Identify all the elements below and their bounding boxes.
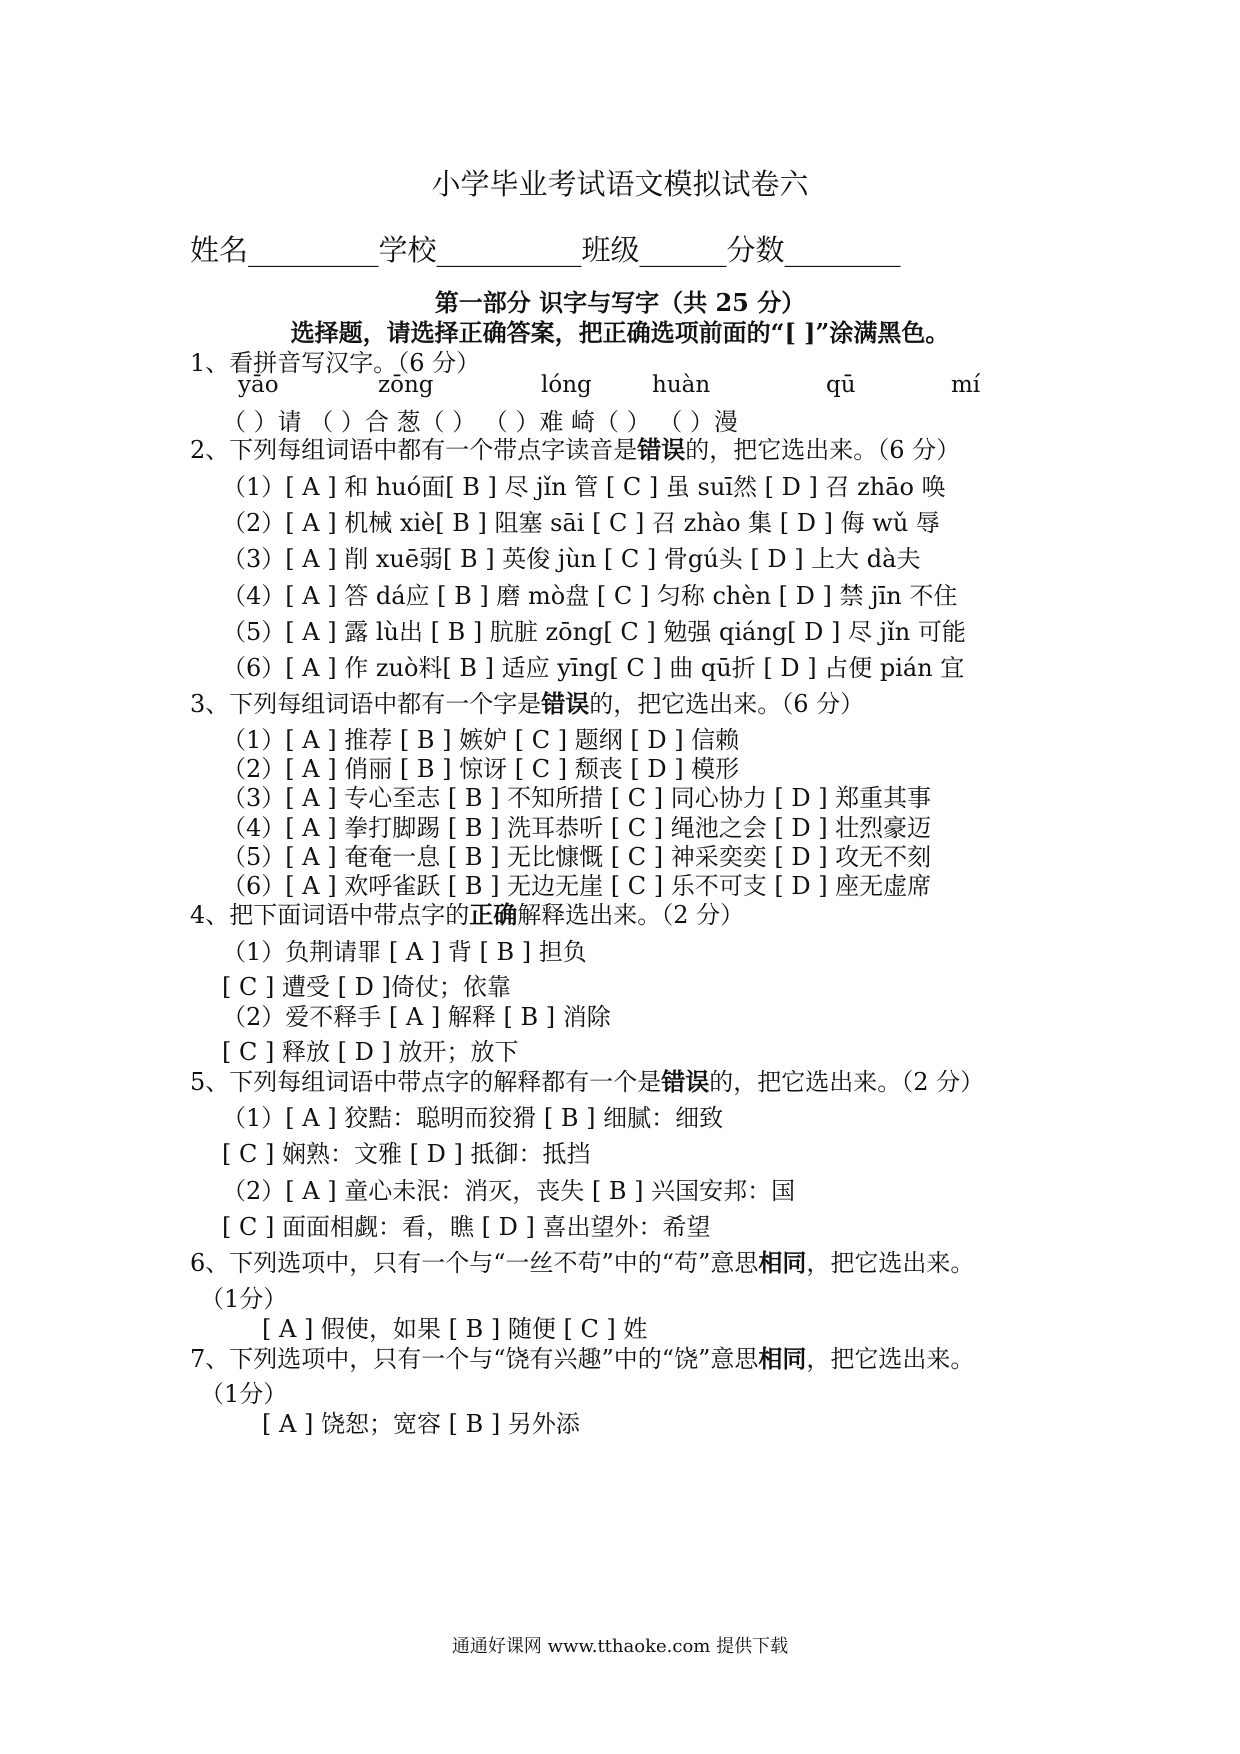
question-2-row: （2）[ A ] 机械 xiè[ B ] 阻塞 sāi [ C ] 召 zhào 集 [ D ] 侮 wǔ 辱 — [222, 509, 940, 537]
question-3-stem: 3、下列每组词语中都有一个字是错误的，把它选出来。（6 分） — [190, 689, 865, 718]
question-7-stem: 7、下列选项中，只有一个与“饶有兴趣”中的“饶”意思相同，把它选出来。 — [190, 1344, 975, 1373]
question-6-score: （1分） — [200, 1285, 288, 1313]
page-title: 小学毕业考试语文模拟试卷六 — [431, 167, 809, 201]
question-6-options: [ A ] 假使，如果 [ B ] 随便 [ C ] 姓 — [262, 1315, 648, 1343]
question-3-row: （2）[ A ] 俏丽 [ B ] 惊讶 [ C ] 颓丧 [ D ] 模形 — [222, 755, 740, 783]
question-5-row: （2）[ A ] 童心未泯：消灭，丧失 [ B ] 兴国安邦：国 — [222, 1177, 796, 1205]
question-7-score: （1分） — [200, 1380, 288, 1408]
question-5-row: [ C ] 面面相觑：看，瞧 [ D ] 喜出望外：希望 — [222, 1213, 711, 1241]
question-7-options: [ A ] 饶恕；宽容 [ B ] 另外添 — [262, 1410, 580, 1438]
question-3-row: （4）[ A ] 拳打脚踢 [ B ] 洗耳恭听 [ C ] 绳池之会 [ D ] 壮烈豪迈 — [222, 814, 932, 842]
question-1-stem: 1、看拼音写汉字。（6 分） — [190, 349, 481, 377]
pinyin-3: lóng — [541, 372, 592, 398]
pinyin-2: zōng — [378, 372, 434, 398]
question-6-stem: 6、下列选项中，只有一个与“一丝不苟”中的“苟”意思相同，把它选出来。 — [190, 1248, 975, 1277]
pinyin-6: mí — [951, 372, 981, 398]
pinyin-5: qū — [826, 372, 856, 398]
section-heading: 第一部分 识字与写字（共 25 分） — [434, 288, 806, 317]
question-4-stem: 4、把下面词语中带点字的正确解释选出来。（2 分） — [190, 900, 745, 929]
question-4-row: （1）负荆请罪 [ A ] 背 [ B ] 担负 — [222, 938, 587, 966]
question-4-row: [ C ] 遭受 [ D ]倚仗；依靠 — [222, 973, 511, 1001]
question-3-row: （5）[ A ] 奄奄一息 [ B ] 无比慷慨 [ C ] 神采奕奕 [ D ] 攻无不刻 — [222, 843, 932, 871]
question-2-row: （6）[ A ] 作 zuò料[ B ] 适应 yīng[ C ] 曲 qū折 [ D ] 占便 pián 宜 — [222, 654, 965, 682]
question-5-row: （1）[ A ] 狡黠：聪明而狡猾 [ B ] 细腻：细致 — [222, 1104, 724, 1132]
question-3-row: （3）[ A ] 专心至志 [ B ] 不知所措 [ C ] 同心协力 [ D ] 郑重其事 — [222, 784, 932, 812]
question-3-row: （1）[ A ] 推荐 [ B ] 嫉妒 [ C ] 题纲 [ D ] 信赖 — [222, 726, 740, 754]
question-4-row: [ C ] 释放 [ D ] 放开；放下 — [222, 1038, 519, 1066]
question-5-stem: 5、下列每组词语中带点字的解释都有一个是错误的，把它选出来。（2 分） — [190, 1067, 985, 1096]
section-instruction: 选择题，请选择正确答案，把正确选项前面的“[ ]”涂满黑色。 — [290, 318, 950, 347]
question-3-row: （6）[ A ] 欢呼雀跃 [ B ] 无边无崖 [ C ] 乐不可支 [ D ] 座无虚席 — [222, 872, 932, 900]
question-2-row: （4）[ A ] 答 dá应 [ B ] 磨 mò盘 [ C ] 匀称 chèn [ D ] 禁 jīn 不住 — [222, 582, 958, 610]
question-2-row: （3）[ A ] 削 xuē弱[ B ] 英俊 jùn [ C ] 骨gú头 [ D ] 上大 dà夫 — [222, 545, 921, 573]
question-2-row: （1）[ A ] 和 huó面[ B ] 尽 jǐn 管 [ C ] 虽 suī然 [ D ] 召 zhāo 唤 — [222, 473, 946, 501]
question-2-row: （5）[ A ] 露 lù出 [ B ] 肮脏 zōng[ C ] 勉强 qiáng[ D ] 尽 jǐn 可能 — [222, 618, 966, 646]
question-1-blanks: （ ）请 （ ）合 葱（ ） （ ）难 崎（ ） （ ）漫 — [222, 408, 738, 436]
question-4-row: （2）爱不释手 [ A ] 解释 [ B ] 消除 — [222, 1003, 611, 1031]
student-info-line: 姓名_________学校__________班级______分数________ — [190, 233, 901, 267]
question-2-stem: 2、下列每组词语中都有一个带点字读音是错误的，把它选出来。（6 分） — [190, 435, 961, 464]
question-5-row: [ C ] 娴熟：文雅 [ D ] 抵御：抵挡 — [222, 1140, 591, 1168]
footer-credit: 通通好课网 www.tthaoke.com 提供下载 — [451, 1636, 789, 1657]
pinyin-4: huàn — [652, 372, 711, 398]
pinyin-1: yāo — [238, 372, 279, 398]
